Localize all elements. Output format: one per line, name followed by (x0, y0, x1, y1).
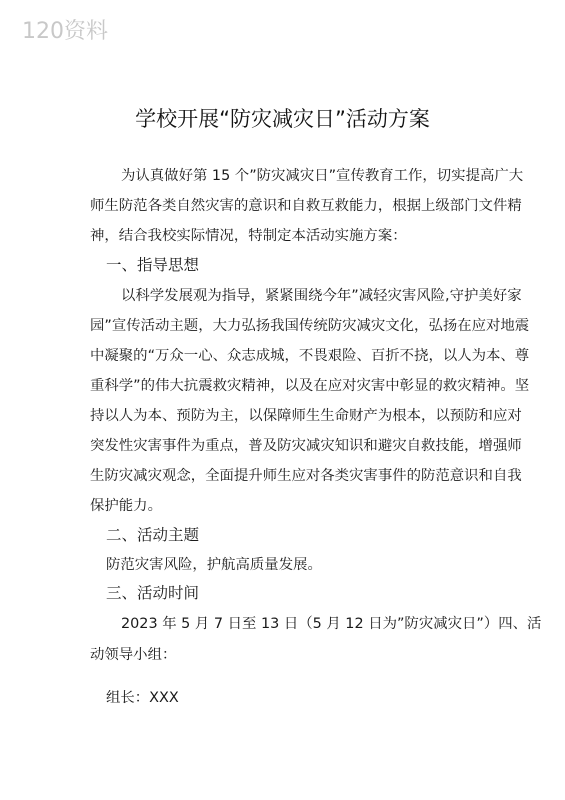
section-heading-activity-time: 三、活动时间 (106, 584, 200, 602)
section-heading-activity-theme: 二、活动主题 (106, 526, 200, 544)
section1-line-1: 以科学发展观为指导，紧紧围绕今年”减轻灾害风险,守护美好家 (121, 288, 522, 304)
section3-line-2: 动领导小组： (90, 647, 177, 663)
section3-line-1: 2023 年 5 月 7 日至 13 日（5 月 12 日为”防灾减灾日”）四、活 (121, 616, 542, 632)
section1-line-8: 保护能力。 (90, 498, 162, 514)
watermark: 120资料 (22, 19, 108, 44)
group-leader: 组长：XXX (106, 690, 179, 706)
section1-line-2: 园”宣传活动主题，大力弘扬我国传统防灾减灾文化，弘扬在应对地震 (90, 318, 530, 334)
section1-line-5: 持以人为本、预防为主，以保障师生生命财产为根本，以预防和应对 (90, 408, 522, 424)
section1-line-7: 生防灾减灾观念，全面提升师生应对各类灾害事件的防范意识和自我 (90, 468, 522, 484)
document-title: 学校开展“防灾减灾日”活动方案 (135, 107, 430, 131)
section2-line-1: 防范灾害风险，护航高质量发展。 (106, 557, 322, 573)
section-heading-guiding-thought: 一、指导思想 (106, 256, 200, 274)
intro-line-3: 神，结合我校实际情况，特制定本活动实施方案： (90, 228, 407, 244)
intro-line-1: 为认真做好第 15 个”防灾减灾日”宣传教育工作，切实提高广大 (121, 168, 524, 184)
section1-line-4: 重科学”的伟大抗震救灾精神，以及在应对灾害中彰显的救灾精神。坚 (90, 378, 530, 394)
section1-line-3: 中凝聚的“万众一心、众志成城，不畏艰险、百折不挠，以人为本、尊 (90, 348, 530, 364)
section1-line-6: 突发性灾害事件为重点，普及防灾减灾知识和避灾自救技能，增强师 (90, 438, 522, 454)
intro-line-2: 师生防范各类自然灾害的意识和自救互救能力，根据上级部门文件精 (90, 198, 522, 214)
